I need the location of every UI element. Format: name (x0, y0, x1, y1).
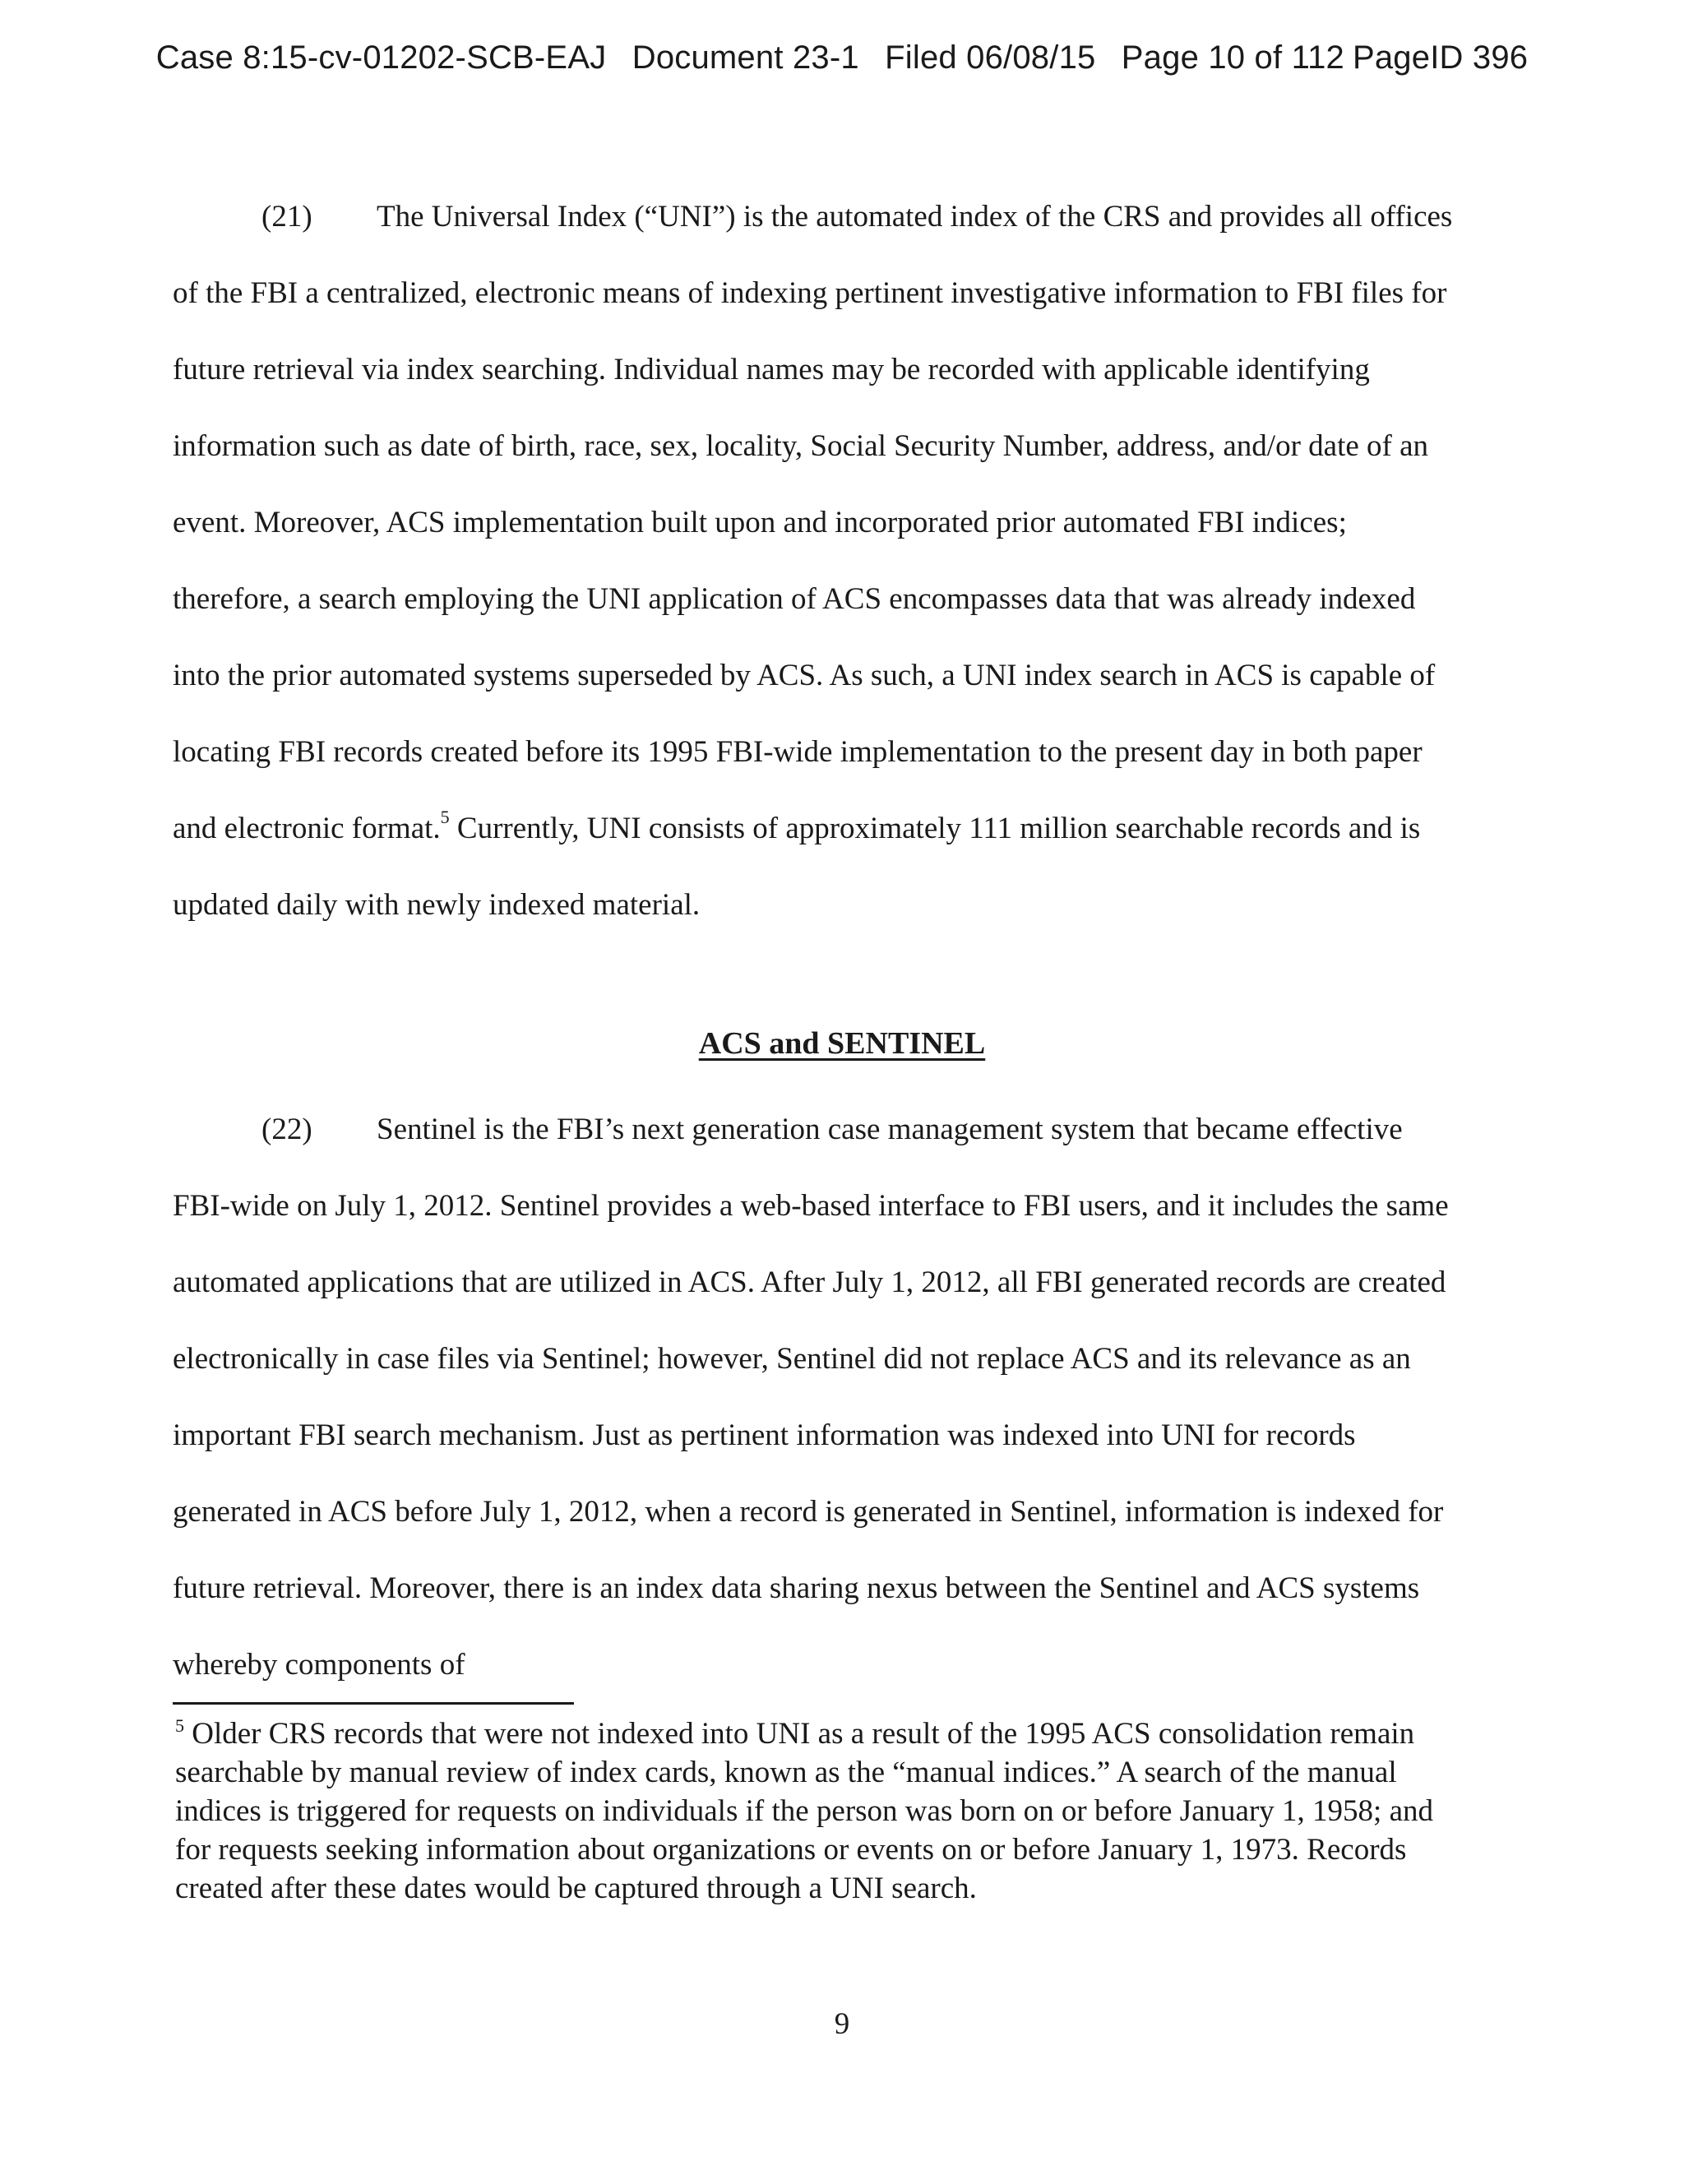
paragraph-text: Sentinel is the FBI’s next generation case management system that became effective FBI-wide on July 1, 2012. Sentinel provides a web-based interface to FBI users, and it includes the same automated applications that are utilized in ACS. After July 1, 2012, all FBI generated records are created electronically in case files via Sentinel; however, Sentinel did not replace ACS and its relevance as an important FBI search mechanism. Just as pertinent information was indexed into UNI for records generated in ACS before July 1, 2012, when a record is generated in Sentinel, information is indexed for future retrieval. Moreover, there is an index data sharing nexus between the Sentinel and ACS systems whereby components of (173, 1113, 1449, 1682)
paragraph-22 (173, 1091, 1455, 1703)
footnote-marker: 5 (175, 1715, 184, 1736)
page-count: Page 10 of 112 (1121, 39, 1344, 76)
case-number: Case 8:15-cv-01202-SCB-EAJ (155, 39, 607, 76)
footnote-divider (173, 1702, 574, 1705)
case-header (0, 39, 1684, 76)
footnote-text: Older CRS records that were not indexed into UNI as a result of the 1995 ACS consolidation remain searchable by manual review of index cards, known as the “manual indices.” A search of the manual indices is triggered for requests on individuals if the person was born on or before January 1, 1958; and for requests seeking information about organizations or events on or before January 1, 1973. Records created after these dates would be captured through a UNI search. (175, 1717, 1433, 1905)
page-id: PageID 396 (1352, 39, 1529, 76)
paragraph-number: (22) (261, 1113, 312, 1146)
paragraph-text-continued: Currently, UNI consists of approximately 111 million searchable records and is updated daily with newly indexed material. (173, 812, 1421, 922)
paragraph-21 (173, 178, 1455, 943)
paragraph-text: The Universal Index (“UNI”) is the automated index of the CRS and provides all offices of the FBI a centralized, electronic means of indexing pertinent investigative information to FBI files for future retrieval via index searching. Individual names may be recorded with applicable identifying information such as date of birth, race, sex, locality, Social Security Number, address, and/or date of an event. Moreover, ACS implementation built upon and incorporated prior automated FBI indices; therefore, a search employing the UNI application of ACS encompasses data that was already indexed into the prior automated systems superseded by ACS. As such, a UNI index search in ACS is capable of locating FBI records created before its 1995 FBI-wide implementation to the present day in both paper and electronic format. (173, 200, 1453, 845)
page-number: 9 (834, 2007, 850, 2041)
paragraph-number: (21) (261, 200, 312, 234)
document-number: Document 23-1 (632, 39, 859, 76)
footnote-reference[interactable]: 5 (440, 807, 450, 827)
filed-date: Filed 06/08/15 (885, 39, 1096, 76)
footnote (175, 1714, 1474, 1908)
section-heading: ACS and SENTINEL (698, 1026, 986, 1061)
